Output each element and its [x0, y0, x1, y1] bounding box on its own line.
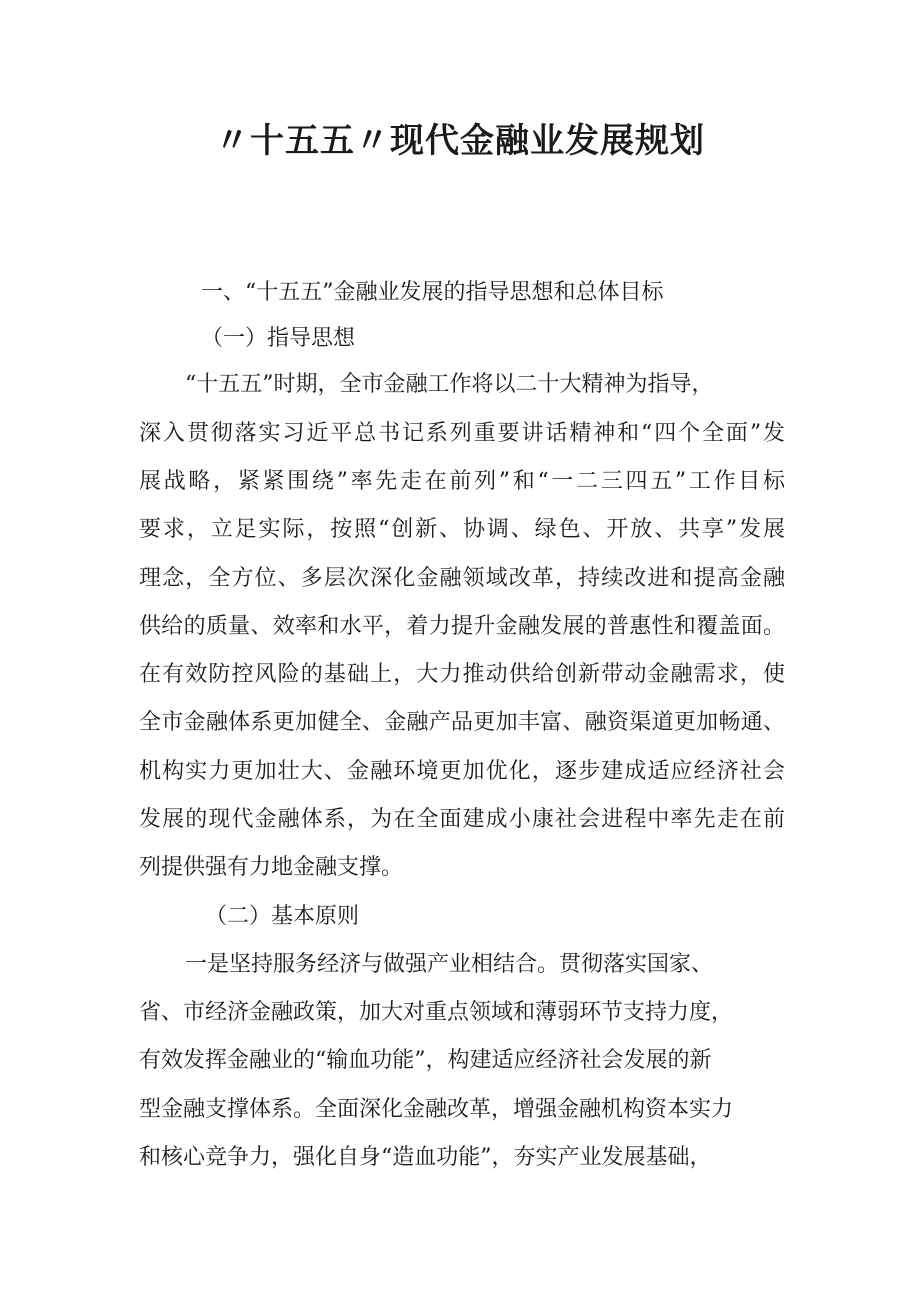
paragraph-line: 深入贯彻落实习近平总书记系列重要讲话精神和“四个全面”发	[139, 421, 785, 446]
subsection-heading-basic-principles: （二）基本原则	[205, 904, 360, 929]
paragraph-line: 型金融支撑体系。全面深化金融改革，增强金融机构资本实力	[139, 1097, 734, 1122]
subsection-heading-guiding-ideology: （一）指导思想	[201, 326, 356, 351]
paragraph-line: 要求，立足实际，按照“创新、协调、绿色、开放、共享”发展	[139, 517, 785, 542]
paragraph-line: 机构实力更加壮大、金融环境更加优化，逐步建成适应经济社会	[139, 759, 785, 784]
paragraph-line: 发展的现代金融体系，为在全面建成小康社会进程中率先走在前	[139, 807, 785, 832]
paragraph-line: 有效发挥金融业的“输血功能”，构建适应经济社会发展的新	[139, 1048, 712, 1073]
section-heading: 一、“十五五”金融业发展的指导思想和总体目标	[201, 280, 664, 305]
paragraph-line: 列提供强有力地金融支撑。	[139, 855, 404, 880]
paragraph-line: 和核心竞争力，强化自身“造血功能”，夯实产业发展基础，	[139, 1145, 712, 1170]
paragraph-line: 理念，全方位、多层次深化金融领域改革，持续改进和提高金融	[139, 566, 785, 591]
document-title: 〃十五五〃现代金融业发展规划	[215, 121, 705, 161]
paragraph-line: 供给的质量、效率和水平，着力提升金融发展的普惠性和覆盖面。	[139, 614, 785, 639]
paragraph-line: 全市金融体系更加健全、金融产品更加丰富、融资渠道更加畅通、	[139, 710, 785, 735]
paragraph-line: “十五五”时期，全市金融工作将以二十大精神为指导，	[185, 372, 714, 397]
paragraph-line: 在有效防控风险的基础上，大力推动供给创新带动金融需求，使	[139, 662, 785, 687]
paragraph-line: 一是坚持服务经济与做强产业相结合。贯彻落实国家、	[185, 952, 714, 977]
paragraph-line: 省、市经济金融政策，加大对重点领域和薄弱环节支持力度，	[139, 1000, 734, 1025]
paragraph-line: 展战略，紧紧围绕”率先走在前列”和“一二三四五”工作目标	[139, 469, 785, 494]
